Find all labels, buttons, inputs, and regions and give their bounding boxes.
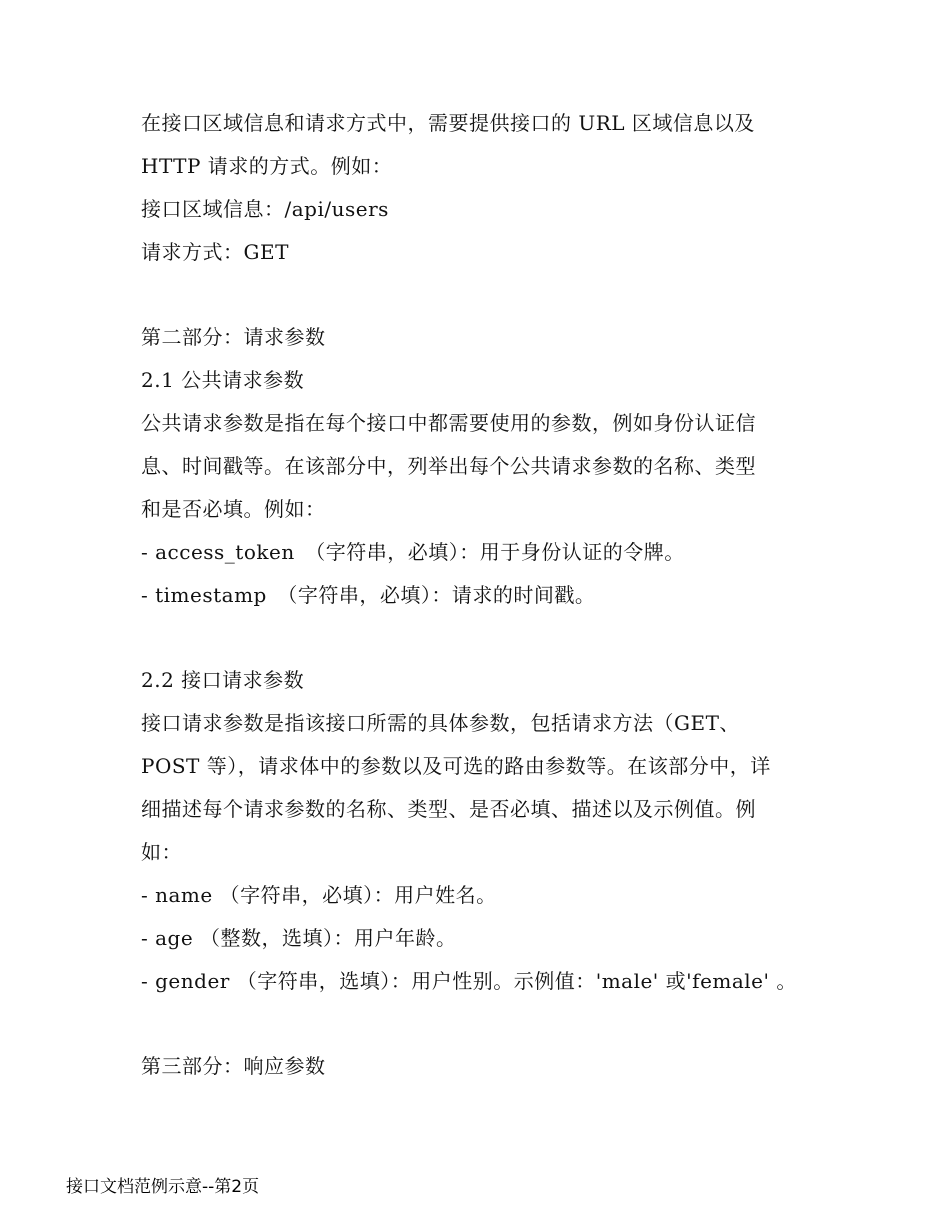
paragraph-line: 息、时间戳等。在该部分中，列举出每个公共请求参数的名称、类型	[141, 454, 756, 478]
paragraph-line: 如：	[141, 840, 182, 864]
page-footer: 接口文档范例示意--第2页	[66, 1177, 260, 1197]
paragraph-line: 细描述每个请求参数的名称、类型、是否必填、描述以及示例值。例	[141, 797, 756, 821]
example-line: 接口区域信息：/api/users	[141, 197, 389, 221]
parameter-item: - access_token （字符串，必填）：用于身份认证的令牌。	[141, 540, 685, 564]
paragraph-line: HTTP 请求的方式。例如：	[141, 154, 393, 178]
parameter-item: - gender （字符串，选填）：用户性别。示例值：'male' 或'female' 。	[141, 969, 797, 993]
paragraph-line: 接口请求参数是指该接口所需的具体参数，包括请求方法（GET、	[141, 711, 740, 735]
parameter-item: - age （整数，选填）：用户年龄。	[141, 926, 457, 950]
example-line: 请求方式：GET	[141, 240, 289, 264]
paragraph-line: 和是否必填。例如：	[141, 497, 326, 521]
subsection-heading: 2.1 公共请求参数	[141, 368, 305, 392]
section-heading: 第二部分：请求参数	[141, 325, 326, 349]
parameter-item: - name （字符串，必填）：用户姓名。	[141, 883, 497, 907]
paragraph-line: 在接口区域信息和请求方式中，需要提供接口的 URL 区域信息以及	[141, 111, 755, 135]
paragraph-line: POST 等），请求体中的参数以及可选的路由参数等。在该部分中，详	[141, 754, 771, 778]
subsection-heading: 2.2 接口请求参数	[141, 668, 305, 692]
parameter-item: - timestamp （字符串，必填）：请求的时间戳。	[141, 583, 596, 607]
section-heading: 第三部分：响应参数	[141, 1054, 326, 1078]
paragraph-line: 公共请求参数是指在每个接口中都需要使用的参数，例如身份认证信	[141, 411, 756, 435]
